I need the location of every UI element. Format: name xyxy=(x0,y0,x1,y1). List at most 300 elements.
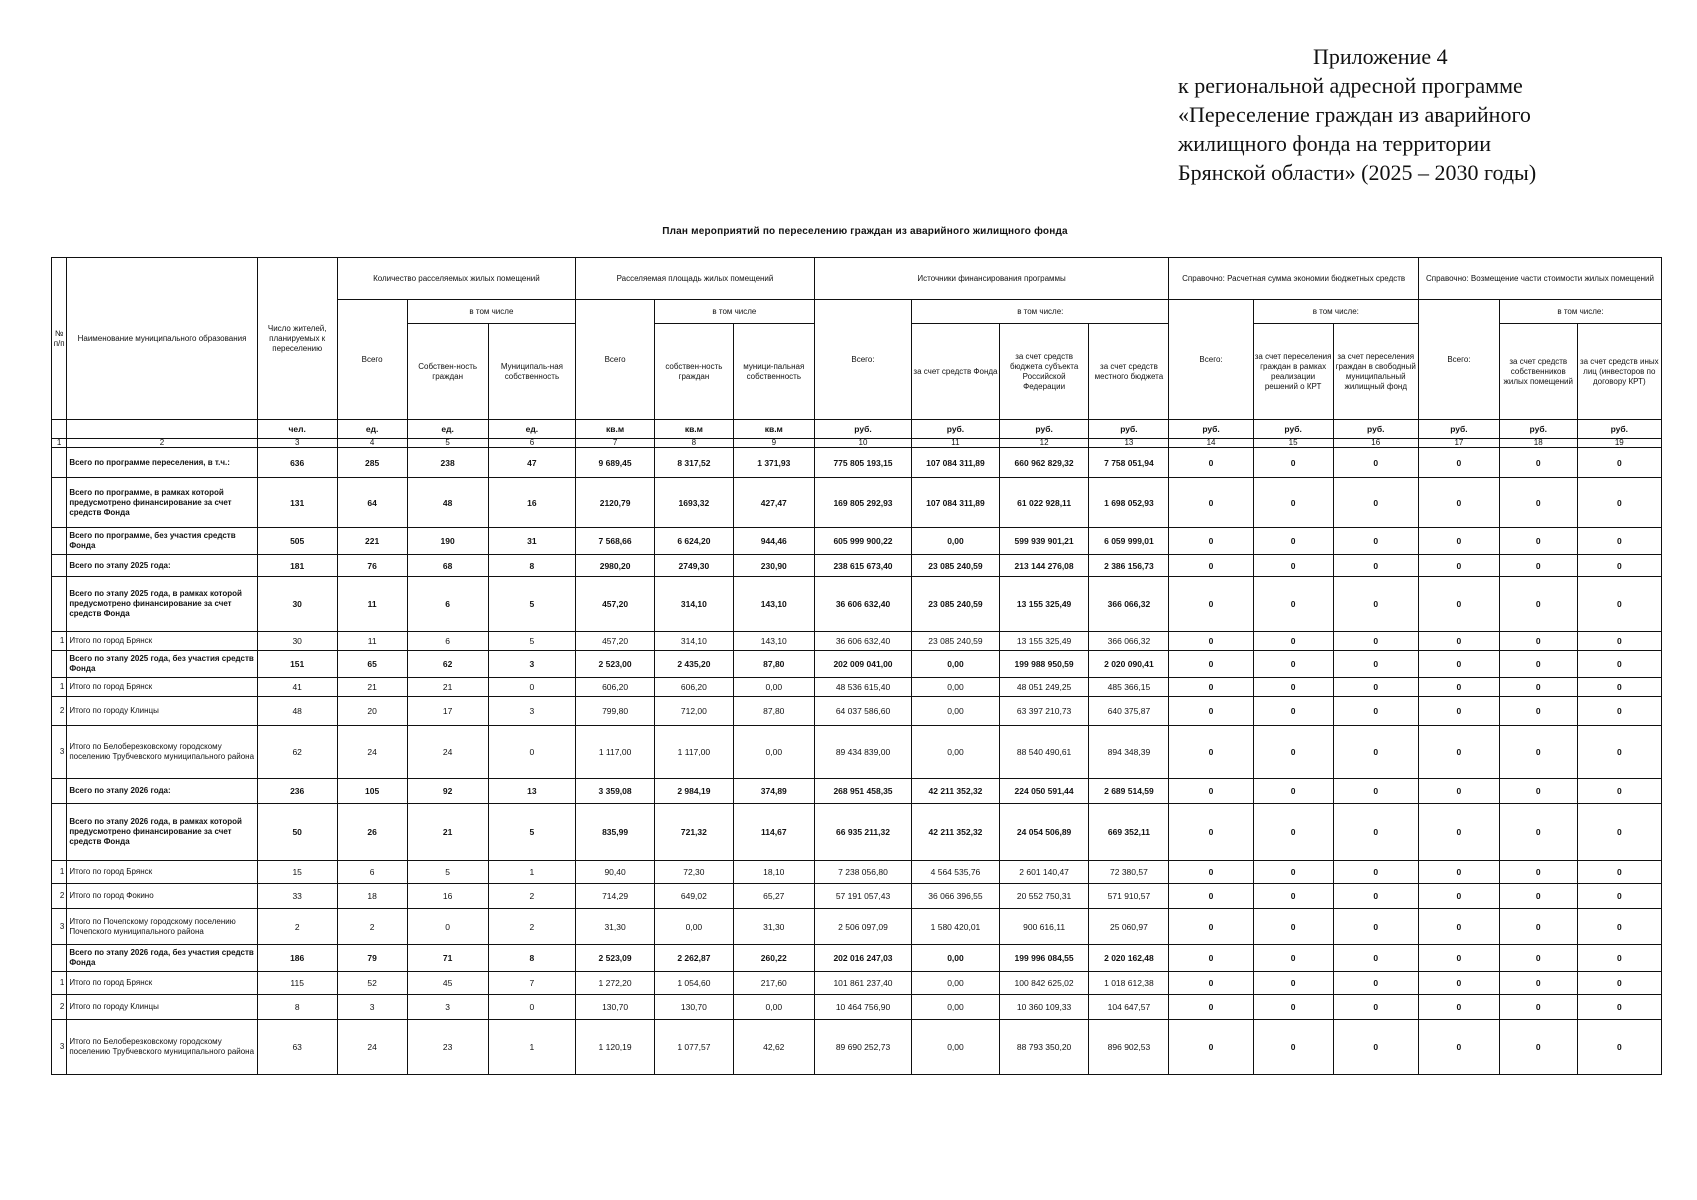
table-row xyxy=(52,697,1662,726)
value-cell: 0 xyxy=(1418,972,1499,995)
value-cell: 0 xyxy=(1577,577,1661,632)
col-header-residents: Число жителей, планируемых к переселению xyxy=(257,258,337,420)
value-cell: 88 540 490,61 xyxy=(999,726,1089,779)
column-number-cell: 12 xyxy=(999,439,1089,448)
row-name: Итого по городу Клинцы xyxy=(67,697,257,726)
value-cell: 238 615 673,40 xyxy=(814,555,911,577)
value-cell: 33 xyxy=(257,884,337,909)
col-header-fin-fund: за счет средств Фонда xyxy=(912,324,1000,420)
value-cell: 21 xyxy=(407,804,488,861)
value-cell: 0 xyxy=(1577,884,1661,909)
value-cell: 57 191 057,43 xyxy=(814,884,911,909)
table-row xyxy=(52,909,1662,945)
unit-cell: кв.м xyxy=(733,420,814,439)
value-cell: 17 xyxy=(407,697,488,726)
value-cell: 1 077,57 xyxy=(654,1020,733,1075)
value-cell: 0 xyxy=(1169,632,1253,651)
value-cell: 0 xyxy=(1333,995,1418,1020)
value-cell: 42 211 352,32 xyxy=(912,779,1000,804)
value-cell: 0 xyxy=(1499,528,1577,555)
value-cell: 0 xyxy=(1333,528,1418,555)
value-cell: 50 xyxy=(257,804,337,861)
value-cell: 0,00 xyxy=(912,1020,1000,1075)
value-cell: 1 272,20 xyxy=(576,972,655,995)
column-number-cell: 17 xyxy=(1418,439,1499,448)
value-cell: 9 689,45 xyxy=(576,448,655,478)
value-cell: 13 xyxy=(488,779,576,804)
table-row xyxy=(52,861,1662,884)
value-cell: 18,10 xyxy=(733,861,814,884)
value-cell: 5 xyxy=(488,632,576,651)
column-number-cell: 16 xyxy=(1333,439,1418,448)
value-cell: 0 xyxy=(1499,972,1577,995)
appendix-title: Приложение 4 xyxy=(1313,44,1448,69)
row-number xyxy=(52,577,67,632)
value-cell: 5 xyxy=(407,861,488,884)
value-cell: 0 xyxy=(1333,779,1418,804)
unit-cell: руб. xyxy=(1089,420,1169,439)
unit-cell: руб. xyxy=(1333,420,1418,439)
value-cell: 0 xyxy=(1499,804,1577,861)
col-header-name: Наименование муниципального образования xyxy=(67,258,257,420)
unit-cell: кв.м xyxy=(654,420,733,439)
value-cell: 18 xyxy=(337,884,407,909)
value-cell: 0 xyxy=(1499,995,1577,1020)
row-name: Всего по этапу 2025 года, без участия средств Фонда xyxy=(67,651,257,678)
col-header-sav-krt: за счет переселения граждан в рамках реализации решений о КРТ xyxy=(1253,324,1333,420)
value-cell: 221 xyxy=(337,528,407,555)
value-cell: 0 xyxy=(1253,972,1333,995)
value-cell: 0 xyxy=(1418,697,1499,726)
column-number-cell: 15 xyxy=(1253,439,1333,448)
value-cell: 62 xyxy=(257,726,337,779)
value-cell: 0 xyxy=(1418,861,1499,884)
column-number-cell: 3 xyxy=(257,439,337,448)
value-cell: 0 xyxy=(1499,632,1577,651)
value-cell: 0 xyxy=(1253,632,1333,651)
value-cell: 366 066,32 xyxy=(1089,577,1169,632)
value-cell: 8 xyxy=(488,555,576,577)
value-cell: 0 xyxy=(1253,804,1333,861)
value-cell: 31,30 xyxy=(733,909,814,945)
unit-cell: руб. xyxy=(814,420,911,439)
table-row xyxy=(52,577,1662,632)
column-number-cell: 5 xyxy=(407,439,488,448)
value-cell: 599 939 901,21 xyxy=(999,528,1089,555)
row-number: 2 xyxy=(52,697,67,726)
value-cell: 92 xyxy=(407,779,488,804)
value-cell: 68 xyxy=(407,555,488,577)
value-cell: 0 xyxy=(1577,804,1661,861)
value-cell: 100 842 625,02 xyxy=(999,972,1089,995)
plan-table-body xyxy=(52,448,1662,1075)
value-cell: 0 xyxy=(1577,726,1661,779)
value-cell: 0 xyxy=(1333,861,1418,884)
col-header-sav-free: за счет переселения граждан в свободный муниципальный жилищный фонд xyxy=(1333,324,1418,420)
value-cell: 0,00 xyxy=(654,909,733,945)
unit-cell: руб. xyxy=(1499,420,1577,439)
table-row xyxy=(52,651,1662,678)
value-cell: 42 211 352,32 xyxy=(912,804,1000,861)
value-cell: 3 xyxy=(337,995,407,1020)
value-cell: 1 xyxy=(488,861,576,884)
col-header-fin-total: Всего: xyxy=(814,300,911,420)
value-cell: 143,10 xyxy=(733,632,814,651)
row-name: Всего по этапу 2026 года, в рамках которой предусмотрено финансирование за счет средств Фонда xyxy=(67,804,257,861)
subheader-including: в том числе xyxy=(407,300,576,324)
value-cell: 0 xyxy=(1577,779,1661,804)
value-cell: 87,80 xyxy=(733,651,814,678)
value-cell: 5 xyxy=(488,804,576,861)
value-cell: 944,46 xyxy=(733,528,814,555)
value-cell: 0,00 xyxy=(912,528,1000,555)
value-cell: 0 xyxy=(1577,448,1661,478)
value-cell: 0,00 xyxy=(912,697,1000,726)
value-cell: 0 xyxy=(1499,697,1577,726)
value-cell: 130,70 xyxy=(654,995,733,1020)
row-number xyxy=(52,448,67,478)
value-cell: 0 xyxy=(1333,632,1418,651)
value-cell: 0 xyxy=(1418,448,1499,478)
value-cell: 0 xyxy=(488,726,576,779)
value-cell: 21 xyxy=(337,678,407,697)
value-cell: 45 xyxy=(407,972,488,995)
column-number-cell: 19 xyxy=(1577,439,1661,448)
value-cell: 64 xyxy=(337,478,407,528)
value-cell: 0 xyxy=(1418,884,1499,909)
col-header-comp-owners: за счет средств собственников жилых помещений xyxy=(1499,324,1577,420)
value-cell: 143,10 xyxy=(733,577,814,632)
value-cell: 0 xyxy=(1169,945,1253,972)
value-cell: 30 xyxy=(257,577,337,632)
col-header-area-own: собствен-ность граждан xyxy=(654,324,733,420)
column-number-cell: 13 xyxy=(1089,439,1169,448)
value-cell: 1 120,19 xyxy=(576,1020,655,1075)
group-header-area: Расселяемая площадь жилых помещений xyxy=(576,258,815,300)
value-cell: 7 xyxy=(488,972,576,995)
value-cell: 606,20 xyxy=(654,678,733,697)
table-row xyxy=(52,448,1662,478)
value-cell: 0 xyxy=(1253,577,1333,632)
value-cell: 71 xyxy=(407,945,488,972)
value-cell: 16 xyxy=(488,478,576,528)
value-cell: 0,00 xyxy=(912,972,1000,995)
table-row xyxy=(52,478,1662,528)
value-cell: 24 xyxy=(407,726,488,779)
value-cell: 0 xyxy=(1169,697,1253,726)
value-cell: 0 xyxy=(1169,972,1253,995)
value-cell: 0 xyxy=(1418,779,1499,804)
value-cell: 8 xyxy=(488,945,576,972)
units-row xyxy=(52,420,1662,439)
column-number-cell: 2 xyxy=(67,439,257,448)
value-cell: 48 xyxy=(257,697,337,726)
value-cell: 2 xyxy=(337,909,407,945)
column-number-cell: 6 xyxy=(488,439,576,448)
value-cell: 0 xyxy=(1499,478,1577,528)
value-cell: 1 580 420,01 xyxy=(912,909,1000,945)
value-cell: 485 366,15 xyxy=(1089,678,1169,697)
value-cell: 0 xyxy=(1333,1020,1418,1075)
value-cell: 13 155 325,49 xyxy=(999,577,1089,632)
value-cell: 1 xyxy=(488,1020,576,1075)
group-header-financing: Источники финансирования программы xyxy=(814,258,1169,300)
value-cell: 90,40 xyxy=(576,861,655,884)
value-cell: 186 xyxy=(257,945,337,972)
value-cell: 0 xyxy=(1418,651,1499,678)
value-cell: 0 xyxy=(1169,726,1253,779)
value-cell: 0 xyxy=(1499,448,1577,478)
value-cell: 2980,20 xyxy=(576,555,655,577)
value-cell: 0 xyxy=(1169,478,1253,528)
column-number-cell: 4 xyxy=(337,439,407,448)
value-cell: 0 xyxy=(1253,697,1333,726)
plan-title: План мероприятий по переселению граждан из аварийного жилищного фонда xyxy=(662,226,1068,237)
value-cell: 62 xyxy=(407,651,488,678)
unit-cell: руб. xyxy=(999,420,1089,439)
value-cell: 114,67 xyxy=(733,804,814,861)
appendix-header xyxy=(1178,42,1678,187)
row-name: Итого по город Брянск xyxy=(67,861,257,884)
value-cell: 0 xyxy=(1577,697,1661,726)
value-cell: 31 xyxy=(488,528,576,555)
row-number: 3 xyxy=(52,909,67,945)
value-cell: 0 xyxy=(1577,945,1661,972)
col-header-comp-total: Всего: xyxy=(1418,300,1499,420)
row-number: 2 xyxy=(52,884,67,909)
value-cell: 0,00 xyxy=(733,726,814,779)
value-cell: 63 397 210,73 xyxy=(999,697,1089,726)
value-cell: 457,20 xyxy=(576,577,655,632)
row-number: 3 xyxy=(52,726,67,779)
value-cell: 8 xyxy=(257,995,337,1020)
value-cell: 0 xyxy=(1253,861,1333,884)
subheader-including: в том числе: xyxy=(1253,300,1418,324)
table-row xyxy=(52,995,1662,1020)
value-cell: 20 xyxy=(337,697,407,726)
unit-cell: руб. xyxy=(1418,420,1499,439)
table-row xyxy=(52,726,1662,779)
value-cell: 0,00 xyxy=(733,995,814,1020)
value-cell: 89 434 839,00 xyxy=(814,726,911,779)
unit-cell: ед. xyxy=(488,420,576,439)
row-name: Всего по этапу 2026 года: xyxy=(67,779,257,804)
column-number-cell: 7 xyxy=(576,439,655,448)
value-cell: 151 xyxy=(257,651,337,678)
table-row xyxy=(52,884,1662,909)
value-cell: 366 066,32 xyxy=(1089,632,1169,651)
value-cell: 0 xyxy=(1253,995,1333,1020)
col-header-fin-local: за счет средств местного бюджета xyxy=(1089,324,1169,420)
value-cell: 0 xyxy=(1499,861,1577,884)
subheader-including: в том числе xyxy=(654,300,814,324)
value-cell: 0 xyxy=(1577,632,1661,651)
value-cell: 0 xyxy=(1333,804,1418,861)
appendix-line: к региональной адресной программе xyxy=(1178,73,1523,98)
value-cell: 571 910,57 xyxy=(1089,884,1169,909)
value-cell: 115 xyxy=(257,972,337,995)
value-cell: 1 371,93 xyxy=(733,448,814,478)
row-name: Итого по город Брянск xyxy=(67,632,257,651)
value-cell: 236 xyxy=(257,779,337,804)
value-cell: 217,60 xyxy=(733,972,814,995)
row-name: Итого по город Брянск xyxy=(67,678,257,697)
value-cell: 3 xyxy=(488,697,576,726)
value-cell: 61 022 928,11 xyxy=(999,478,1089,528)
value-cell: 21 xyxy=(407,678,488,697)
value-cell: 0,00 xyxy=(912,995,1000,1020)
value-cell: 23 085 240,59 xyxy=(912,577,1000,632)
value-cell: 0,00 xyxy=(912,651,1000,678)
value-cell: 0 xyxy=(1169,577,1253,632)
column-number-cell: 10 xyxy=(814,439,911,448)
row-number xyxy=(52,804,67,861)
value-cell: 41 xyxy=(257,678,337,697)
value-cell: 0 xyxy=(1577,861,1661,884)
value-cell: 0 xyxy=(1333,726,1418,779)
appendix-line: Брянской области» (2025 – 2030 годы) xyxy=(1178,160,1537,185)
value-cell: 6 xyxy=(337,861,407,884)
value-cell: 0 xyxy=(1169,528,1253,555)
value-cell: 0 xyxy=(1169,995,1253,1020)
value-cell: 0 xyxy=(1418,945,1499,972)
value-cell: 16 xyxy=(407,884,488,909)
value-cell: 669 352,11 xyxy=(1089,804,1169,861)
value-cell: 0,00 xyxy=(912,678,1000,697)
value-cell: 714,29 xyxy=(576,884,655,909)
value-cell: 0 xyxy=(1253,528,1333,555)
value-cell: 0 xyxy=(1253,726,1333,779)
value-cell: 0 xyxy=(1253,884,1333,909)
value-cell: 260,22 xyxy=(733,945,814,972)
row-name: Итого по Почепскому городскому поселению Почепского муниципального района xyxy=(67,909,257,945)
unit-cell: ед. xyxy=(407,420,488,439)
table-row xyxy=(52,555,1662,577)
value-cell: 0 xyxy=(1418,678,1499,697)
value-cell: 6 xyxy=(407,577,488,632)
column-number-cell: 18 xyxy=(1499,439,1577,448)
value-cell: 1 117,00 xyxy=(654,726,733,779)
value-cell: 0 xyxy=(1499,651,1577,678)
value-cell: 31,30 xyxy=(576,909,655,945)
value-cell: 894 348,39 xyxy=(1089,726,1169,779)
row-number xyxy=(52,779,67,804)
table-row xyxy=(52,945,1662,972)
value-cell: 0 xyxy=(1499,779,1577,804)
value-cell: 2 506 097,09 xyxy=(814,909,911,945)
value-cell: 88 793 350,20 xyxy=(999,1020,1089,1075)
row-name: Итого по Белоберезковскому городскому поселению Трубчевского муниципального района xyxy=(67,1020,257,1075)
value-cell: 0 xyxy=(1499,945,1577,972)
value-cell: 0 xyxy=(1253,945,1333,972)
value-cell: 2 601 140,47 xyxy=(999,861,1089,884)
row-name: Всего по программе, в рамках которой предусмотрено финансирование за счет средств Фонда xyxy=(67,478,257,528)
value-cell: 6 059 999,01 xyxy=(1089,528,1169,555)
row-number xyxy=(52,528,67,555)
value-cell: 1 698 052,93 xyxy=(1089,478,1169,528)
value-cell: 0 xyxy=(1577,528,1661,555)
value-cell: 0 xyxy=(1169,884,1253,909)
value-cell: 64 037 586,60 xyxy=(814,697,911,726)
value-cell: 0 xyxy=(1577,1020,1661,1075)
unit-cell: кв.м xyxy=(576,420,655,439)
value-cell: 0 xyxy=(1418,804,1499,861)
value-cell: 0 xyxy=(1333,972,1418,995)
value-cell: 66 935 211,32 xyxy=(814,804,911,861)
row-name: Всего по программе, без участия средств Фонда xyxy=(67,528,257,555)
value-cell: 0 xyxy=(1169,861,1253,884)
value-cell: 605 999 900,22 xyxy=(814,528,911,555)
value-cell: 25 060,97 xyxy=(1089,909,1169,945)
value-cell: 11 xyxy=(337,632,407,651)
row-name: Всего по этапу 2025 года: xyxy=(67,555,257,577)
value-cell: 2749,30 xyxy=(654,555,733,577)
value-cell: 47 xyxy=(488,448,576,478)
value-cell: 0 xyxy=(1169,651,1253,678)
value-cell: 10 464 756,90 xyxy=(814,995,911,1020)
value-cell: 1 054,60 xyxy=(654,972,733,995)
row-number xyxy=(52,651,67,678)
value-cell: 52 xyxy=(337,972,407,995)
value-cell: 1 117,00 xyxy=(576,726,655,779)
value-cell: 0 xyxy=(1577,651,1661,678)
value-cell: 0 xyxy=(1418,555,1499,577)
value-cell: 427,47 xyxy=(733,478,814,528)
value-cell: 238 xyxy=(407,448,488,478)
table-row xyxy=(52,528,1662,555)
value-cell: 23 085 240,59 xyxy=(912,632,1000,651)
value-cell: 63 xyxy=(257,1020,337,1075)
value-cell: 1693,32 xyxy=(654,478,733,528)
row-name: Всего по программе переселения, в т.ч.: xyxy=(67,448,257,478)
value-cell: 65 xyxy=(337,651,407,678)
value-cell: 2 020 090,41 xyxy=(1089,651,1169,678)
value-cell: 0 xyxy=(1333,651,1418,678)
col-header-comp-investors: за счет средств иных лиц (инвесторов по договору КРТ) xyxy=(1577,324,1661,420)
group-header-premises: Количество расселяемых жилых помещений xyxy=(337,258,576,300)
value-cell: 268 951 458,35 xyxy=(814,779,911,804)
value-cell: 2 689 514,59 xyxy=(1089,779,1169,804)
value-cell: 0 xyxy=(1577,909,1661,945)
value-cell: 23 xyxy=(407,1020,488,1075)
table-row xyxy=(52,632,1662,651)
value-cell: 26 xyxy=(337,804,407,861)
value-cell: 0 xyxy=(1253,678,1333,697)
value-cell: 11 xyxy=(337,577,407,632)
value-cell: 457,20 xyxy=(576,632,655,651)
value-cell: 0 xyxy=(1499,555,1577,577)
value-cell: 4 564 535,76 xyxy=(912,861,1000,884)
value-cell: 0,00 xyxy=(912,945,1000,972)
value-cell: 0 xyxy=(1418,528,1499,555)
row-name: Итого по Белоберезковскому городскому поселению Трубчевского муниципального района xyxy=(67,726,257,779)
value-cell: 636 xyxy=(257,448,337,478)
row-number xyxy=(52,478,67,528)
col-header-area-mun: муници-пальная собственность xyxy=(733,324,814,420)
value-cell: 20 552 750,31 xyxy=(999,884,1089,909)
value-cell: 202 009 041,00 xyxy=(814,651,911,678)
units-cell-empty xyxy=(52,420,67,439)
row-number xyxy=(52,555,67,577)
value-cell: 0 xyxy=(1418,478,1499,528)
value-cell: 0 xyxy=(1418,909,1499,945)
value-cell: 2 xyxy=(257,909,337,945)
value-cell: 0 xyxy=(1577,555,1661,577)
value-cell: 3 359,08 xyxy=(576,779,655,804)
units-cell-empty xyxy=(67,420,257,439)
value-cell: 24 054 506,89 xyxy=(999,804,1089,861)
value-cell: 0 xyxy=(1333,448,1418,478)
